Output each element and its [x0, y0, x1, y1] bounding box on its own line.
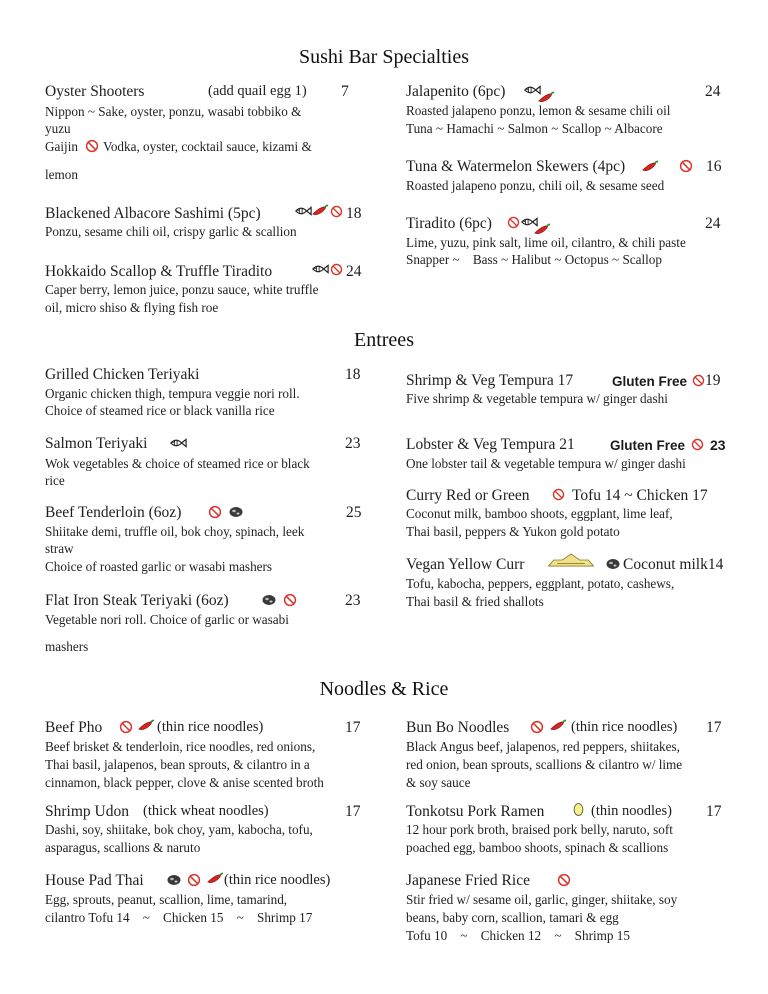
raw-fish-icon: [311, 263, 329, 275]
item-price: 19: [705, 372, 721, 389]
item-description: poached egg, bamboo shoots, spinach & scallions: [406, 840, 669, 855]
no-gluten-icon: [679, 159, 693, 173]
spicy-pepper-icon: [137, 719, 155, 732]
gluten-free-label: Gluten Free: [612, 374, 688, 389]
spicy-pepper-icon: [549, 719, 567, 732]
item-price: 25: [346, 504, 362, 521]
item-description: Black Angus beef, jalapenos, red peppers, shiitakes,: [406, 739, 680, 754]
item-description: One lobster tail & vegetable tempura w/ ginger dashi: [406, 456, 686, 471]
no-gluten-icon: [85, 139, 99, 153]
item-note: (thin rice noodles): [571, 719, 678, 735]
item-description: Coconut milk, bamboo shoots, eggplant, lime leaf,: [406, 506, 673, 521]
section-title-sushi: Sushi Bar Specialties: [299, 46, 469, 68]
spicy-pepper-icon: [206, 872, 224, 885]
no-gluten-icon: [330, 205, 343, 218]
item-name: Bun Bo Noodles: [406, 719, 510, 736]
item-description: beans, baby corn, scallion, tamari & egg: [406, 910, 619, 925]
item-name: Shrimp & Veg Tempura 17: [406, 372, 574, 389]
item-description: Choice of roasted garlic or wasabi mashers: [45, 559, 273, 574]
no-gluten-icon: [507, 216, 520, 229]
item-description: Gaijin: [45, 139, 78, 154]
item-price: 18: [345, 366, 361, 383]
item-description: mashers: [45, 639, 89, 654]
nut-icon: [166, 873, 182, 887]
item-description: Lime, yuzu, pink salt, lime oil, cilantro, & chili paste: [406, 235, 686, 250]
no-gluten-icon: [330, 263, 343, 276]
item-description: Five shrimp & vegetable tempura w/ ginger dashi: [406, 391, 668, 406]
item-price: 17: [345, 719, 361, 736]
item-description: Tofu 10 ~ Chicken 12 ~ Shrimp 15: [406, 928, 630, 943]
item-price: 23: [345, 435, 361, 452]
item-note: (thin rice noodles): [157, 719, 264, 735]
item-name: Shrimp Udon: [45, 803, 129, 820]
item-description: Vegetable nori roll. Choice of garlic or wasabi: [45, 612, 289, 627]
item-description: Thai basil & fried shallots: [406, 594, 544, 609]
item-description: Tofu, kabocha, peppers, eggplant, potato, cashews,: [406, 576, 675, 591]
item-description: red onion, bean sprouts, scallions & cilantro w/ lime: [406, 757, 683, 772]
item-note: (add quail egg 1): [208, 83, 307, 99]
egg-icon: [573, 802, 584, 817]
item-name: Beef Pho: [45, 719, 103, 736]
item-description: Ponzu, sesame chili oil, crispy garlic & scallion: [45, 224, 297, 239]
no-gluten-icon: [283, 593, 297, 607]
item-price: 17: [706, 719, 722, 736]
item-description: & soy sauce: [406, 775, 471, 790]
nut-icon: [605, 557, 621, 571]
item-name: Grilled Chicken Teriyaki: [45, 366, 200, 383]
item-name: Flat Iron Steak Teriyaki (6oz): [45, 592, 229, 609]
item-name: Tuna & Watermelon Skewers (4pc): [406, 158, 626, 175]
item-price: Tofu 14 ~ Chicken 17: [572, 487, 708, 504]
item-price: Coconut milk14: [623, 556, 724, 573]
item-description: oil, micro shiso & flying fish roe: [45, 300, 219, 315]
item-note: (thick wheat noodles): [143, 803, 269, 819]
item-description: Wok vegetables & choice of steamed rice or black: [45, 456, 310, 471]
item-description: Snapper ~ Bass ~ Halibut ~ Octopus ~ Scallop: [406, 252, 662, 267]
item-note: (thin rice noodles): [224, 872, 331, 888]
item-price: 17: [706, 803, 722, 820]
no-gluten-icon: [187, 873, 201, 887]
item-description: Stir fried w/ sesame oil, garlic, ginger, shiitake, soy: [406, 892, 678, 907]
item-name: Blackened Albacore Sashimi (5pc): [45, 205, 261, 222]
item-description: Roasted jalapeno ponzu, chili oil, & sesame seed: [406, 178, 665, 193]
item-name: Hokkaido Scallop & Truffle Tiradito: [45, 263, 273, 280]
item-name: Vegan Yellow Curr: [406, 556, 525, 573]
item-description: Egg, sprouts, peanut, scallion, lime, tamarind,: [45, 892, 288, 907]
item-description: Nippon ~ Sake, oyster, ponzu, wasabi tobbiko &: [45, 104, 302, 119]
item-name: Beef Tenderloin (6oz): [45, 504, 182, 521]
no-gluten-icon: [557, 873, 571, 887]
item-price: 24: [705, 215, 721, 232]
nut-icon: [228, 505, 244, 519]
no-gluten-icon: [552, 488, 565, 501]
item-description: Shiitake demi, truffle oil, bok choy, spinach, leek: [45, 524, 305, 539]
item-name: House Pad Thai: [45, 872, 144, 889]
item-description: rice: [45, 473, 65, 488]
vegan-temple-icon: [545, 552, 597, 568]
item-name: Tiradito (6pc): [406, 215, 492, 232]
item-name: Tonkotsu Pork Ramen: [406, 803, 545, 820]
no-gluten-icon: [530, 720, 544, 734]
item-price: 16: [706, 158, 722, 175]
item-note: (thin noodles): [591, 803, 672, 819]
nut-icon: [261, 593, 277, 607]
item-name: Lobster & Veg Tempura 21: [406, 436, 575, 453]
item-name: Oyster Shooters: [45, 83, 145, 100]
item-price: 18: [346, 205, 362, 222]
item-price: 24: [705, 83, 721, 100]
spicy-pepper-icon: [311, 204, 329, 217]
item-description: straw: [45, 541, 74, 556]
item-description: Organic chicken thigh, tempura veggie nori roll.: [45, 386, 300, 401]
item-description: Choice of steamed rice or black vanilla rice: [45, 403, 275, 418]
item-name: Salmon Teriyaki: [45, 435, 148, 452]
item-description: 12 hour pork broth, braised pork belly, naruto, soft: [406, 822, 673, 837]
item-description: yuzu: [45, 121, 71, 136]
item-description: Thai basil, jalapenos, bean sprouts, & cilantro in a: [45, 757, 310, 772]
spicy-pepper-icon: [641, 160, 659, 173]
item-price: 17: [345, 803, 361, 820]
no-gluten-icon: [692, 374, 705, 387]
item-price: 24: [346, 263, 362, 280]
item-price: 23: [345, 592, 361, 609]
gluten-free-label: Gluten Free: [610, 438, 686, 453]
item-price: 7: [341, 83, 349, 100]
item-description: Thai basil, peppers & Yukon gold potato: [406, 524, 620, 539]
item-description: Vodka, oyster, cocktail sauce, kizami &: [103, 139, 312, 154]
item-price: 23: [710, 437, 726, 453]
item-description: Caper berry, lemon juice, ponzu sauce, white truffle: [45, 282, 319, 297]
raw-fish-icon: [169, 437, 187, 449]
section-title-noodles: Noodles & Rice: [319, 678, 449, 700]
item-description: Tuna ~ Hamachi ~ Salmon ~ Scallop ~ Albacore: [406, 121, 663, 136]
raw-fish-icon: [294, 205, 312, 217]
item-description: cilantro Tofu 14 ~ Chicken 15 ~ Shrimp 17: [45, 910, 313, 925]
item-description: asparagus, scallions & naruto: [45, 840, 201, 855]
no-gluten-icon: [691, 438, 704, 451]
item-name: Curry Red or Green: [406, 487, 530, 504]
item-name: Jalapenito (6pc): [406, 83, 506, 100]
item-description: Beef brisket & tenderloin, rice noodles, red onions,: [45, 739, 316, 754]
item-name: Japanese Fried Rice: [406, 872, 530, 889]
item-description: Roasted jalapeno ponzu, lemon & sesame chili oil: [406, 103, 671, 118]
no-gluten-icon: [119, 720, 133, 734]
no-gluten-icon: [208, 505, 222, 519]
item-description: lemon: [45, 167, 78, 182]
section-title-entrees: Entrees: [354, 329, 414, 351]
item-description: cinnamon, black pepper, clove & anise scented broth: [45, 775, 324, 790]
item-description: Dashi, soy, shiitake, bok choy, yam, kabocha, tofu,: [45, 822, 313, 837]
